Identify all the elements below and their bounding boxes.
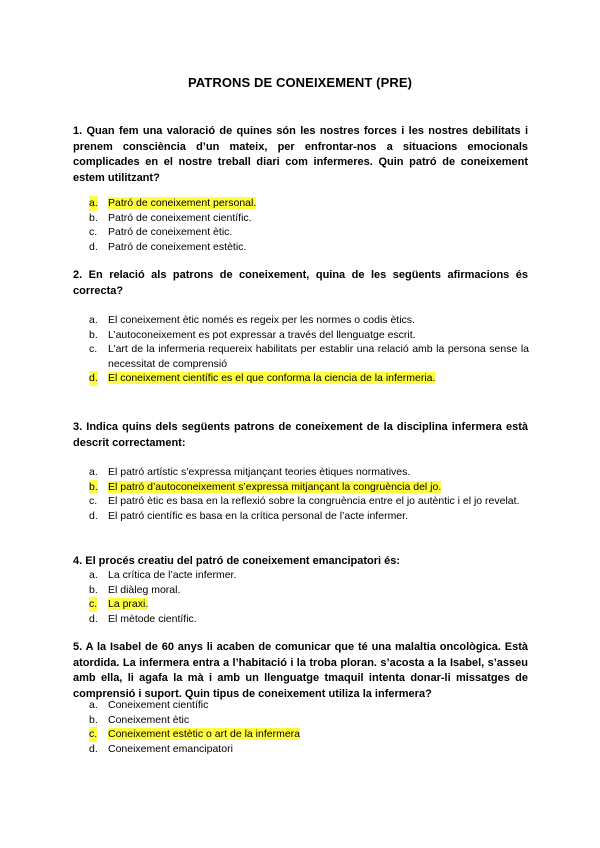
option-letter: c. [89, 343, 98, 355]
option-4c [89, 597, 529, 612]
option-1b [89, 211, 529, 226]
option-letter: b. [89, 583, 98, 596]
option-letter: d. [89, 240, 98, 253]
option-4d [89, 612, 529, 627]
option-letter: b. [89, 328, 98, 341]
option-text: El mètode científic. [108, 612, 197, 625]
option-text: La praxi. [108, 598, 149, 610]
option-text: Patró de coneixement estètic. [108, 240, 247, 253]
option-text: La crítica de l’acte infermer. [108, 569, 237, 581]
option-letter: a. [89, 699, 98, 711]
option-1a [89, 196, 529, 211]
option-text: Patró de coneixement científic. [108, 211, 252, 224]
question-3-options [89, 465, 529, 523]
question-3: 3. Indica quins dels següents patrons de coneixement de la disciplina infermera està descrit correctament: [73, 421, 528, 449]
option-5b [89, 713, 529, 728]
option-2d [89, 371, 529, 386]
option-text: El coneixement ètic només es regeix per les normes o codis ètics. [108, 314, 415, 326]
page-title: PATRONS DE CONEIXEMENT (PRE) [187, 75, 413, 90]
option-letter: c. [89, 728, 98, 740]
option-text: L’art de la infermeria requereix habilitats per establir una relació amb la persona sense la necessitat de comprensió [108, 343, 529, 370]
option-text: El diàleg moral. [108, 583, 181, 596]
question-2-options [89, 313, 529, 386]
option-text: El patró artístic s’expressa mitjançant teories ètiques normatives. [108, 466, 411, 478]
question-1-options [89, 196, 529, 254]
option-letter: b. [89, 480, 98, 493]
option-3a [89, 465, 529, 480]
question-1: 1. Quan fem una valoració de quines són les nostres forces i les nostres debilitats i prenem consciència d’un mateix, per enfrontar-nos a situacions emocionals complicades en el nostre treball diari com infermeres. Quin patró de coneixement estem utilitzant? [73, 125, 528, 184]
option-letter: a. [89, 197, 98, 209]
option-letter: b. [89, 713, 98, 726]
option-3d [89, 509, 529, 524]
option-letter: d. [89, 612, 98, 625]
option-5c [89, 727, 529, 742]
question-5: 5. A la Isabel de 60 anys li acaben de comunicar que té una malaltia oncològica. Està atordida. La infermera entra a l’habitació i la troba ploran. s’acosta a la Isabel, s’asseu amb ella, li agafa la mà i amb un llenguatge tmaquil intenta donar-li missatges de comprensió i suport. Quin tipus de coneixement utiliza la infermera? [73, 641, 528, 700]
option-4b [89, 583, 529, 598]
option-5a [89, 698, 529, 713]
option-3c [89, 494, 529, 509]
option-text: Coneixement científic [108, 699, 209, 711]
option-letter: c. [89, 495, 98, 507]
option-text: Patró de coneixement ètic. [108, 226, 233, 238]
option-letter: b. [89, 211, 98, 224]
option-text: Coneixement emancipatori [108, 742, 233, 755]
question-4: 4. El procés creatiu del patró de coneixement emancipatori és: [73, 555, 401, 567]
option-letter: a. [89, 314, 98, 326]
option-text: El patró ètic es basa en la reflexió sobre la congruència entre el jo autèntic i el jo revelat. [108, 495, 520, 507]
option-letter: d. [89, 509, 98, 522]
option-3b [89, 480, 529, 495]
question-2: 2. En relació als patrons de coneixement, quina de les següents afirmacions és correcta? [73, 269, 528, 297]
option-letter: d. [89, 372, 98, 384]
question-5-options [89, 698, 529, 756]
option-text: El patró d’autoconeixement s’expressa mitjançant la congruència del jo. [108, 480, 442, 493]
option-text: El patró científic es basa en la crítica personal de l’acte infermer. [108, 509, 408, 522]
option-letter: a. [89, 466, 98, 478]
option-4a [89, 568, 529, 583]
option-text: L’autoconeixement es pot expressar a través del llenguatge escrit. [108, 328, 416, 341]
option-5d [89, 742, 529, 757]
option-text: Patró de coneixement personal. [108, 197, 257, 209]
option-2b [89, 328, 529, 343]
option-letter: a. [89, 569, 98, 581]
option-letter: c. [89, 598, 98, 610]
option-letter: c. [89, 226, 98, 238]
option-text: Coneixement estètic o art de la infermera [108, 728, 301, 740]
option-text: Coneixement ètic [108, 713, 190, 726]
option-1c [89, 225, 529, 240]
option-text: El coneixement científic es el que conforma la ciencia de la infermeria. [108, 372, 436, 384]
option-2c [89, 342, 529, 371]
option-2a [89, 313, 529, 328]
question-4-options [89, 568, 529, 626]
option-1d [89, 240, 529, 255]
option-letter: d. [89, 742, 98, 755]
